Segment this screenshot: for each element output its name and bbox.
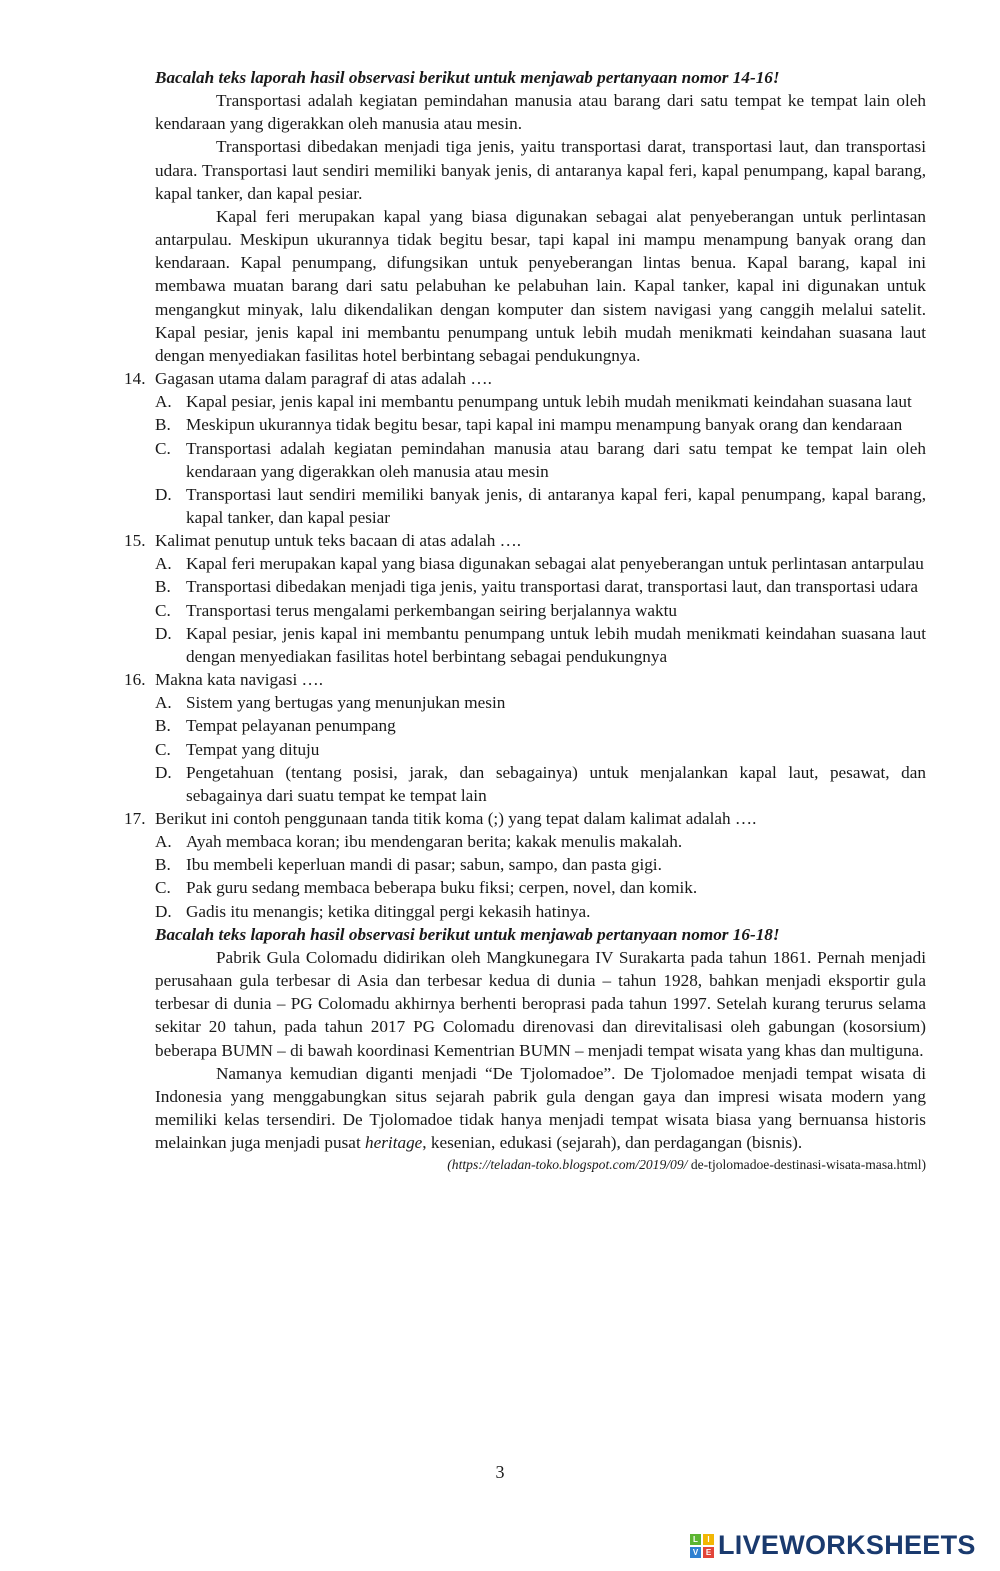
option-label: A. <box>155 392 172 412</box>
passage2-instruction: Bacalah teks laporah hasil observasi berikut untuk menjawab pertanyaan nomor 16-18! <box>155 924 780 944</box>
option-text: Sistem yang bertugas yang menunjukan mesin <box>186 693 506 713</box>
option-b[interactable] <box>155 714 926 737</box>
option-a[interactable] <box>155 691 926 714</box>
option-label: B. <box>155 855 171 875</box>
question-number: 15. <box>124 531 146 551</box>
passage2-paragraph: Pabrik Gula Colomadu didirikan oleh Mangkunegara IV Surakarta pada tahun 1861. Pernah menjadi perusahaan gula terbesar di Asia dan terbesar kedua di dunia – tahun 1928, bahkan menjadi eksportir gula terbesar di dunia – PG Colomadu akhirnya berhenti beroprasi pada tahun 1997. Setelah kurang terurus selama sekitar 20 tahun, pada tahun 2017 PG Colomadu direnovasi dan direvitalisasi oleh gabungan (kosorsium) beberapa BUMN – di bawah koordinasi Kementrian BUMN – menjadi tempat wisata yang khas dan multiguna. <box>155 947 926 1060</box>
option-label: D. <box>155 623 172 643</box>
option-label: C. <box>155 438 171 458</box>
option-a[interactable] <box>155 830 926 853</box>
question-17 <box>124 807 926 923</box>
passage1-paragraph: Transportasi dibedakan menjadi tiga jenis, yaitu transportasi darat, transportasi laut, dan transportasi udara. Transportasi laut sendiri memiliki banyak jenis, di antaranya kapal feri, kapal penumpang, kapal barang, kapal tanker, dan kapal pesiar. <box>155 137 926 203</box>
question-16 <box>124 668 926 807</box>
option-text: Transportasi dibedakan menjadi tiga jenis, yaitu transportasi darat, transportasi laut, dan transportasi udara <box>186 577 919 597</box>
logo-letter: V <box>690 1547 701 1558</box>
passage1-instruction: Bacalah teks laporah hasil observasi berikut untuk menjawab pertanyaan nomor 14-16! <box>155 68 780 87</box>
option-label: B. <box>155 415 171 435</box>
logo-grid-icon <box>690 1534 714 1558</box>
option-label: C. <box>155 739 171 759</box>
source-citation <box>155 1154 926 1176</box>
option-a[interactable] <box>155 390 926 413</box>
option-c[interactable] <box>155 437 926 483</box>
italic-term: heritage <box>365 1133 423 1153</box>
option-text: Transportasi adalah kegiatan pemindahan manusia atau barang dari satu tempat ke tempat lain oleh kendaraan yang digerakkan oleh manusia atau mesin <box>186 438 926 481</box>
option-label: A. <box>155 554 172 574</box>
passage1-paragraph: Kapal feri merupakan kapal yang biasa digunakan sebagai alat penyeberangan untuk perlintasan antarpulau. Meskipun ukurannya tidak begitu besar, tapi kapal ini mampu menampung banyak orang dan kendaraan. Kapal penumpang, difungsikan untuk penyeberangan lintas benua. Kapal barang, kapal ini membawa muatan barang dari satu pelabuhan ke pelabuhan lain. Kapal tanker, kapal ini digunakan untuk mengangkut minyak, lalu dikendalikan dengan komputer dan sistem navigasi yang canggih melalui satelit. Kapal pesiar, jenis kapal ini membantu penumpang untuk lebih mudah menikmati keindahan suasana laut dengan menyediakan fasilitas hotel berbintang sebagai pendukungnya. <box>155 206 926 365</box>
option-text: Transportasi terus mengalami perkembangan seiring berjalannya waktu <box>186 600 677 620</box>
question-15 <box>124 529 926 668</box>
option-text: Tempat pelayanan penumpang <box>186 716 396 736</box>
logo-letter: E <box>703 1547 714 1558</box>
passage1-paragraph: Transportasi adalah kegiatan pemindahan manusia atau barang dari satu tempat ke tempat lain oleh kendaraan yang digerakkan oleh manusia atau mesin. <box>155 91 926 134</box>
question-text: Gagasan utama dalam paragraf di atas adalah …. <box>155 369 492 389</box>
question-text: Berikut ini contoh penggunaan tanda titik koma (;) yang tepat dalam kalimat adalah …. <box>155 809 757 828</box>
option-text: Gadis itu menangis; ketika ditinggal pergi kekasih hatinya. <box>186 901 591 921</box>
liveworksheets-logo <box>690 1530 976 1561</box>
option-c[interactable] <box>155 876 926 899</box>
passage2-paragraph <box>155 1062 926 1155</box>
option-text: Transportasi laut sendiri memiliki banyak jenis, di antaranya kapal feri, kapal penumpang, kapal barang, kapal tanker, dan kapal pesiar <box>186 484 926 527</box>
option-label: C. <box>155 878 171 898</box>
question-text: Kalimat penutup untuk teks bacaan di atas adalah …. <box>155 531 522 551</box>
option-text: Meskipun ukurannya tidak begitu besar, tapi kapal ini mampu menampung banyak orang dan kendaraan <box>186 415 903 435</box>
question-text: Makna kata navigasi …. <box>155 670 324 690</box>
option-label: A. <box>155 832 172 852</box>
option-text: Pak guru sedang membaca beberapa buku fiksi; cerpen, novel, dan komik. <box>186 878 698 898</box>
option-c[interactable] <box>155 599 926 622</box>
logo-letter: L <box>690 1534 701 1545</box>
logo-letter: I <box>703 1534 714 1545</box>
source-url-rest: de-tjolomadoe-destinasi-wisata-masa.html) <box>687 1157 926 1173</box>
option-label: D. <box>155 484 172 504</box>
option-text: Kapal pesiar, jenis kapal ini membantu penumpang untuk lebih mudah menikmati keindahan suasana laut dengan menyediakan fasilitas hotel berbintang sebagai pendukungnya <box>186 623 926 666</box>
option-d[interactable] <box>155 622 926 668</box>
page-number: 3 <box>495 1462 505 1482</box>
option-b[interactable] <box>155 853 926 876</box>
option-d[interactable] <box>155 483 926 529</box>
option-b[interactable] <box>155 575 926 598</box>
option-label: A. <box>155 693 172 713</box>
option-a[interactable] <box>155 552 926 575</box>
question-14 <box>124 367 926 529</box>
question-number: 14. <box>124 369 146 389</box>
option-label: D. <box>155 762 172 782</box>
source-url-italic: (https://teladan-toko.blogspot.com/2019/09/ <box>447 1157 688 1173</box>
question-number: 17. <box>124 809 146 828</box>
option-label: D. <box>155 901 172 921</box>
option-text: Ayah membaca koran; ibu mendengaran berita; kakak menulis makalah. <box>186 832 683 852</box>
option-text: Pengetahuan (tentang posisi, jarak, dan sebagainya) untuk menjalankan kapal laut, pesawat, dan sebagainya dari suatu tempat ke tempat lain <box>186 762 926 805</box>
option-label: B. <box>155 716 171 736</box>
option-text: Kapal pesiar, jenis kapal ini membantu penumpang untuk lebih mudah menikmati keindahan suasana laut <box>186 392 912 412</box>
text-run: , kesenian, edukasi (sejarah), dan perdagangan (bisnis). <box>422 1133 803 1153</box>
option-text: Ibu membeli keperluan mandi di pasar; sabun, sampo, dan pasta gigi. <box>186 855 662 875</box>
logo-text: LIVEWORKSHEETS <box>718 1530 976 1560</box>
option-text: Tempat yang dituju <box>186 739 320 759</box>
option-b[interactable] <box>155 413 926 436</box>
worksheet-page <box>124 66 926 1176</box>
option-label: B. <box>155 577 171 597</box>
option-text: Kapal feri merupakan kapal yang biasa digunakan sebagai alat penyeberangan untuk perlintasan antarpulau <box>186 554 924 574</box>
option-d[interactable] <box>155 900 926 923</box>
question-number: 16. <box>124 670 146 690</box>
text-run: Namanya kemudian diganti menjadi “De Tjolomadoe”. De Tjolomadoe menjadi tempat wisata di Indonesia yang menggabungkan situs sejarah pabrik gula dengan gaya dan impresi wisata modern yang memiliki kelas tersendiri. De Tjolomadoe tidak hanya menjadi tempat wisata biasa yang bernuansa historis melainkan juga menjadi pusat <box>155 1063 926 1153</box>
option-label: C. <box>155 600 171 620</box>
option-c[interactable] <box>155 738 926 761</box>
option-d[interactable] <box>155 761 926 807</box>
